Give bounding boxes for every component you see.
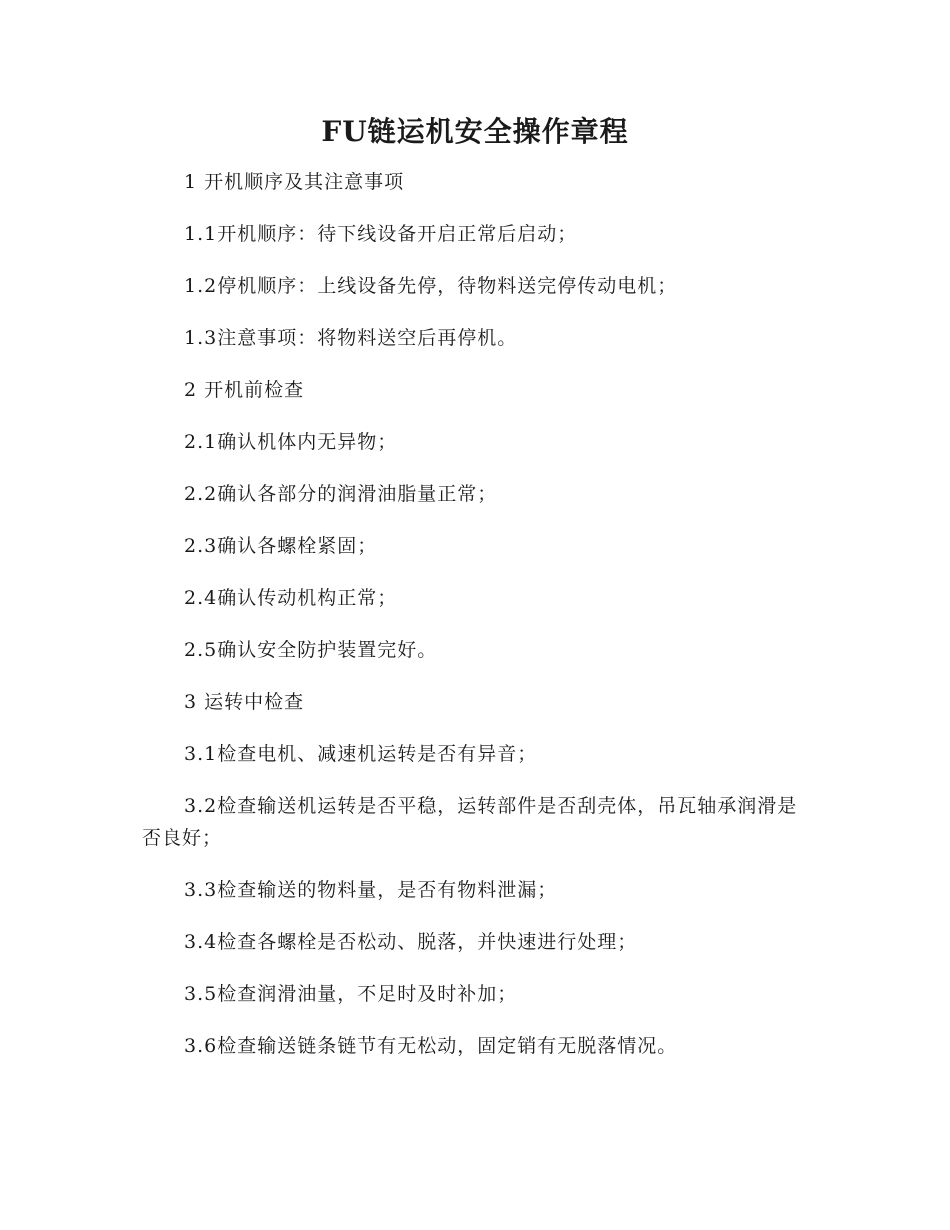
paragraph-3-5: 3.5检查润滑油量，不足时及时补加； [184,983,518,1005]
paragraph-2-1: 2.1确认机体内无异物； [184,431,398,453]
paragraph-2-4: 2.4确认传动机构正常； [184,587,398,609]
paragraph-1-3: 1.3注意事项：将物料送空后再停机。 [184,327,518,349]
paragraph-3-2: 3.2检查输送机运转是否平稳，运转部件是否刮壳体，吊瓦轴承润滑是否良好； [142,795,798,849]
paragraph-3-4: 3.4检查各螺栓是否松动、脱落，并快速进行处理； [184,931,638,953]
document-title: FU链运机安全操作章程 [321,115,629,148]
document-body [142,166,812,1082]
paragraph-3-6: 3.6检查输送链条链节有无松动，固定销有无脱落情况。 [184,1035,678,1057]
section-heading-2: 2 开机前检查 [184,379,305,401]
section-heading-3: 3 运转中检查 [184,691,305,713]
section-heading-1: 1 开机顺序及其注意事项 [184,171,405,193]
paragraph-2-3: 2.3确认各螺栓紧固； [184,535,378,557]
paragraph-1-1: 1.1开机顺序：待下线设备开启正常后启动； [184,223,578,245]
paragraph-1-2: 1.2停机顺序：上线设备先停，待物料送完停传动电机； [184,275,678,297]
paragraph-3-1: 3.1检查电机、减速机运转是否有异音； [184,743,538,765]
paragraph-2-5: 2.5确认安全防护装置完好。 [184,639,438,661]
paragraph-2-2: 2.2确认各部分的润滑油脂量正常； [184,483,498,505]
paragraph-3-3: 3.3检查输送的物料量，是否有物料泄漏； [184,879,558,901]
